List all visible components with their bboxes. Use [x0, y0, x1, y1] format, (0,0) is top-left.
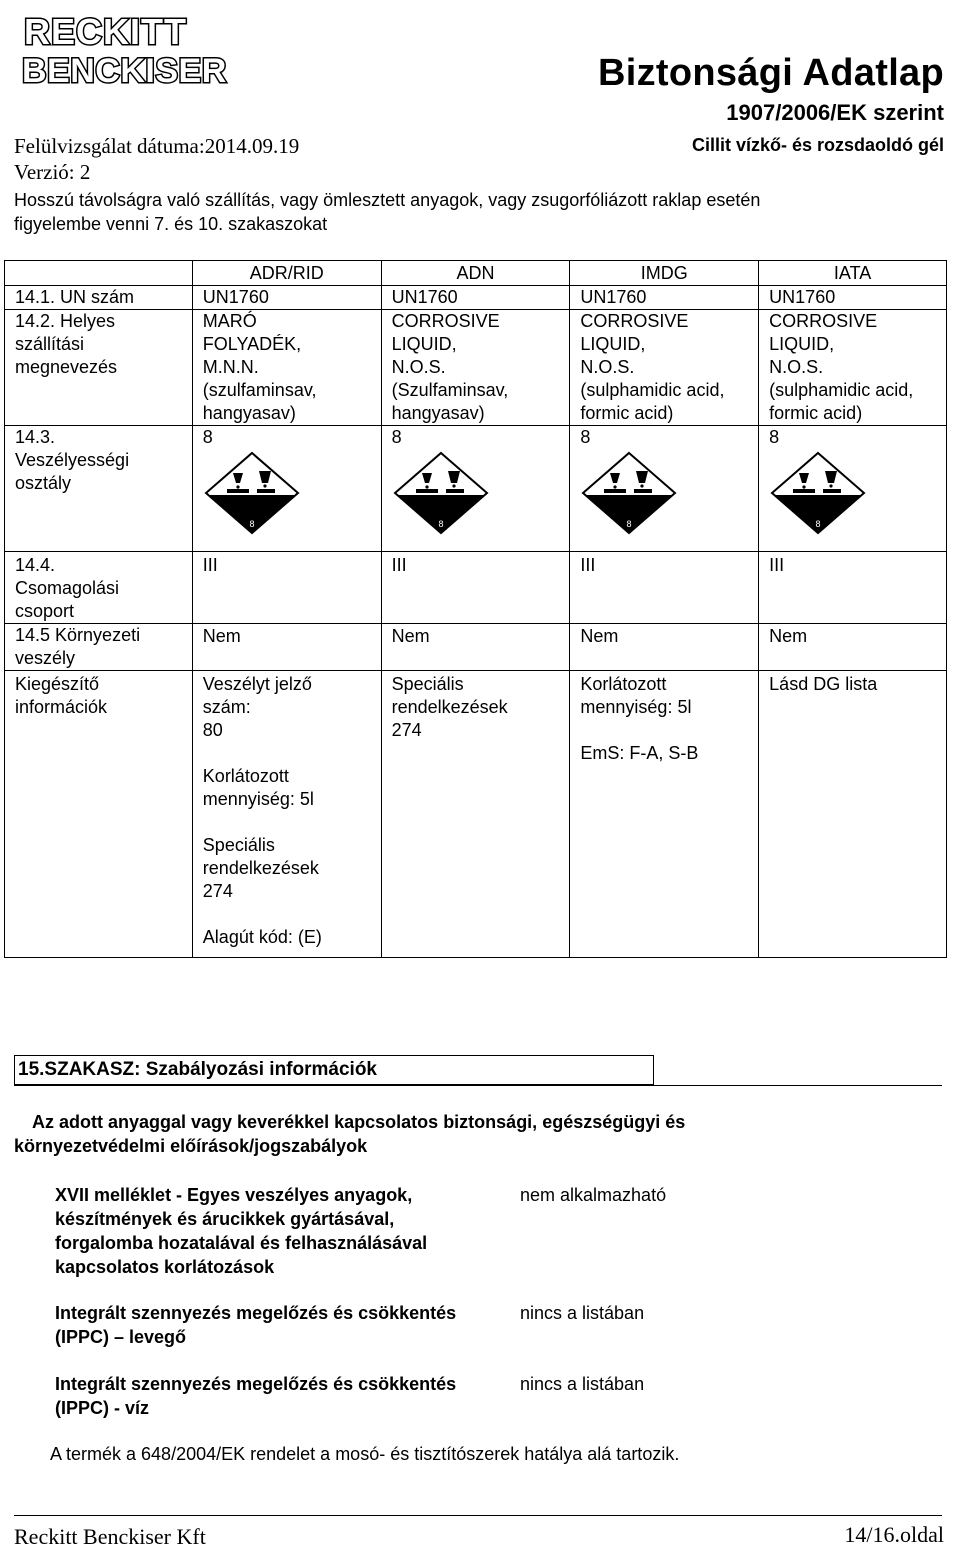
column-header: IMDG [570, 261, 759, 286]
svg-text:8: 8 [438, 519, 444, 529]
table-row-hazard-class [5, 426, 947, 552]
cell-shipping-name: MARÓ FOLYADÉK, M.N.N. (szulfaminsav, hangyasav) [192, 310, 381, 426]
row-label: 14.3. Veszélyességi osztály [5, 426, 193, 552]
logo-line-1: RECKITT [24, 11, 187, 52]
product-name: Cillit vízkő- és rozsdaoldó gél [691, 135, 944, 155]
transport-table [4, 260, 947, 958]
cell-un: UN1760 [192, 286, 381, 310]
cell-environmental-hazard: Nem [570, 624, 759, 671]
row-label: 14.5 Környezeti veszély [5, 624, 193, 671]
cell-un: UN1760 [381, 286, 570, 310]
cell-un: UN1760 [759, 286, 947, 310]
detergent-regulation-note: A termék a 648/2004/EK rendelet a mosó- és tisztítószerek hatálya alá tartozik. [50, 1444, 680, 1464]
cell-environmental-hazard: Nem [192, 624, 381, 671]
corrosive-diamond-icon [769, 451, 946, 541]
section-15-heading: 15.SZAKASZ: Szabályozási információk [14, 1055, 654, 1085]
svg-text:8: 8 [249, 519, 255, 529]
logo-line-2: BENCKISER [22, 52, 227, 88]
regulation-item-value: nem alkalmazható [520, 1185, 667, 1205]
cell-hazard-class: 8 8 [381, 426, 570, 552]
cell-shipping-name: CORROSIVE LIQUID, N.O.S. (sulphamidic acid, formic acid) [759, 310, 947, 426]
footer-divider [14, 1515, 942, 1516]
transport-note-line: Hosszú távolságra való szállítás, vagy ömlesztett anyagok, vagy zsugorfóliázott raklap esetén [14, 190, 761, 210]
version: Verzió: 2 [14, 160, 91, 184]
cell-environmental-hazard: Nem [381, 624, 570, 671]
section-15-intro: Az adott anyaggal vagy keverékkel kapcsolatos biztonsági, egészségügyi és környezetvédelmi előírások/jogszabályok [14, 1112, 686, 1156]
revision-date: Felülvizsgálat dátuma:2014.09.19 [14, 134, 300, 158]
table-row-un [5, 286, 947, 310]
cell-hazard-class: 8 8 [192, 426, 381, 552]
corrosive-diamond-icon [580, 451, 758, 541]
cell-hazard-class: 8 8 [759, 426, 947, 552]
row-label: 14.1. UN szám [5, 286, 193, 310]
row-label: 14.4. Csomagolási csoport [5, 552, 193, 624]
document-title: Biztonsági Adatlap [597, 52, 944, 94]
regulation-item-label: Integrált szennyezés megelőzés és csökkentés (IPPC) – levegő [55, 1303, 457, 1347]
svg-text:8: 8 [815, 519, 821, 529]
cell-additional-info: Korlátozott mennyiség: 5l EmS: F-A, S-B [570, 671, 759, 958]
regulation-item-value: nincs a listában [520, 1303, 645, 1323]
table-row-additional-info [5, 671, 947, 958]
cell-packing-group: III [570, 552, 759, 624]
cell-hazard-class: 8 8 [570, 426, 759, 552]
regulation-item-label: XVII melléklet - Egyes veszélyes anyagok, készítmények és árucikkek gyártásával, forgalomba hozatalával és felhasználásával kapcsolatos korlátozások [55, 1185, 428, 1277]
regulation-item-label: Integrált szennyezés megelőzés és csökkentés (IPPC) - víz [55, 1374, 457, 1418]
company-logo [22, 8, 244, 88]
section-divider [14, 1085, 942, 1086]
cell-environmental-hazard: Nem [759, 624, 947, 671]
cell-packing-group: III [759, 552, 947, 624]
cell-shipping-name: CORROSIVE LIQUID, N.O.S. (sulphamidic acid, formic acid) [570, 310, 759, 426]
row-label: Kiegészítő információk [5, 671, 193, 958]
corrosive-diamond-icon [203, 451, 381, 541]
transport-note [14, 188, 934, 236]
cell-un: UN1760 [570, 286, 759, 310]
table-header-row [5, 261, 947, 286]
footer-company: Reckitt Benckiser Kft [14, 1524, 206, 1549]
row-label: 14.2. Helyes szállítási megnevezés [5, 310, 193, 426]
svg-text:8: 8 [626, 519, 632, 529]
cell-packing-group: III [192, 552, 381, 624]
table-row-environmental-hazard [5, 624, 947, 671]
column-header: IATA [759, 261, 947, 286]
cell-packing-group: III [381, 552, 570, 624]
column-header: ADN [381, 261, 570, 286]
column-header: ADR/RID [192, 261, 381, 286]
cell-additional-info: Speciális rendelkezések 274 [381, 671, 570, 958]
header-empty [5, 261, 193, 286]
regulation-reference: 1907/2006/EK szerint [726, 100, 944, 125]
page-number: 14/16.oldal [844, 1522, 944, 1547]
table-row-packing-group [5, 552, 947, 624]
cell-additional-info: Veszélyt jelző szám: 80 Korlátozott mennyiség: 5l Speciális rendelkezések 274 Alagút kód: (E) [192, 671, 381, 958]
transport-note-line: figyelembe venni 7. és 10. szakaszokat [14, 214, 328, 234]
table-row-shipping-name [5, 310, 947, 426]
cell-additional-info: Lásd DG lista [759, 671, 947, 958]
regulation-item-value: nincs a listában [520, 1374, 645, 1394]
corrosive-diamond-icon [392, 451, 570, 541]
cell-shipping-name: CORROSIVE LIQUID, N.O.S. (Szulfaminsav, hangyasav) [381, 310, 570, 426]
